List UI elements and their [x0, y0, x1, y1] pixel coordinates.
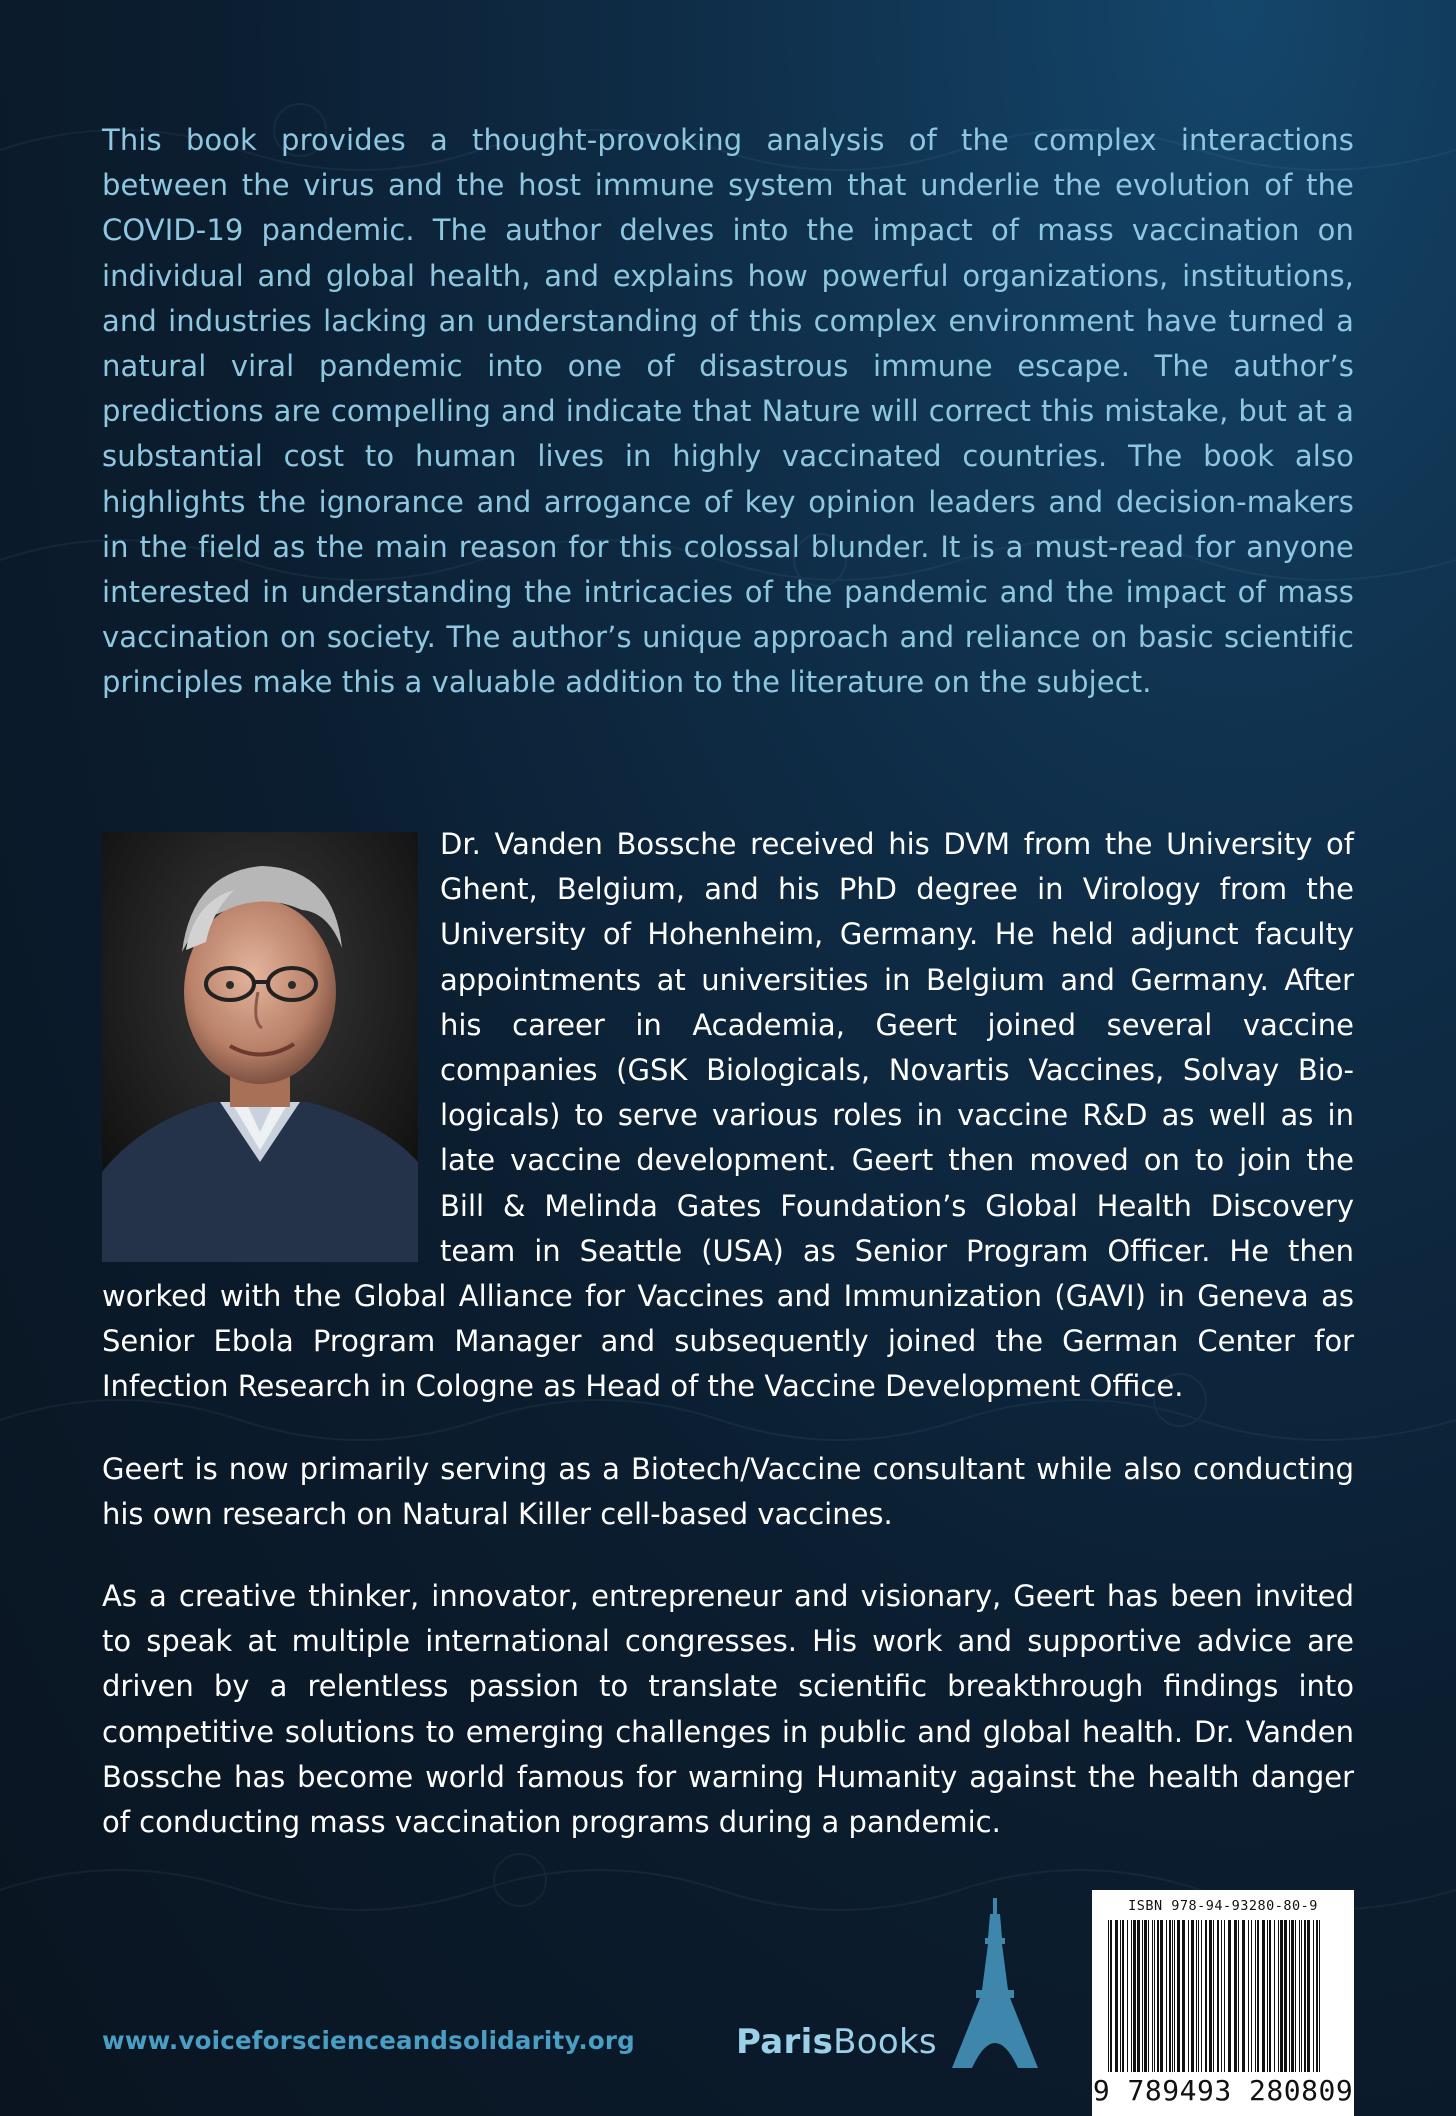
barcode-bar	[1299, 1920, 1300, 2072]
barcode-bar	[1120, 1920, 1121, 2072]
bio-paragraph-2: Geert is now primarily serving as a Biotech/Vaccine consultant while also conducting his own research on Natural Killer cell-based vaccines.	[102, 1451, 1354, 1531]
barcode-bar	[1248, 1920, 1249, 2072]
barcode-bar	[1154, 1920, 1155, 2072]
barcode-bar	[1274, 1920, 1275, 2072]
barcode-bar	[1234, 1920, 1237, 2072]
barcode-bar	[1304, 1920, 1306, 2072]
website-link[interactable]: www.voiceforscienceandsolidarity.org	[102, 2026, 635, 2055]
barcode-bar	[1257, 1920, 1259, 2072]
barcode-bar	[1319, 1920, 1320, 2072]
barcode-bar	[1152, 1920, 1153, 2072]
barcode-bar	[1251, 1920, 1252, 2072]
barcode-bar	[1191, 1920, 1194, 2072]
barcode-bar	[1213, 1920, 1214, 2072]
photo-spacer	[102, 822, 440, 1270]
barcode-bar	[1238, 1920, 1239, 2072]
barcode-bar	[1122, 1920, 1124, 2072]
publisher-name-bold: Paris	[736, 2022, 834, 2062]
barcode-bar	[1160, 1920, 1163, 2072]
barcode-bar	[1224, 1920, 1225, 2072]
barcode-bar	[1133, 1920, 1136, 2072]
barcode-bar	[1127, 1920, 1128, 2072]
barcode-bar	[1131, 1920, 1132, 2072]
barcode-bar	[1182, 1920, 1185, 2072]
barcode-bar	[1267, 1920, 1268, 2072]
isbn-label: ISBN 978-94-93280-80-9	[1128, 1898, 1318, 1914]
author-bio	[102, 822, 1354, 1882]
barcode-bar	[1157, 1920, 1159, 2072]
publisher-logo-text	[736, 2022, 937, 2062]
barcode-bar	[1115, 1920, 1118, 2072]
barcode-bar	[1108, 1920, 1109, 2072]
barcode-bar	[1144, 1920, 1147, 2072]
barcode-bar	[1221, 1920, 1222, 2072]
barcode-bar	[1313, 1920, 1314, 2072]
barcode-bar	[1196, 1920, 1197, 2072]
synopsis-text: This book provides a thought-provoking analysis of the complex interactions between the virus and the host immune system that underlie the evolution of the COVID-19 pandemic. The author delves into the impact of mass vaccination on individual and global health, and explains how powerful organizations, institutions, and industries lacking an understanding of this complex environment have turned a natural viral pandemic into one of disastrous immune escape. The author’s predictions are compelling and indicate that Nature will correct this mistake, but at a substantial cost to human lives in highly vaccinated countries. The book also highlights the ignorance and arrogance of key opinion leaders and decision-makers in the field as the main reason for this colossal blunder. It is a must-read for anyone interested in understanding the intricacies of the pandemic and the impact of mass vaccination on society. The author’s unique approach and reliance on basic scientific principles make this a valuable addition to the literature on the subject.	[102, 123, 1354, 700]
barcode-bar	[1217, 1920, 1219, 2072]
barcode-bar	[1269, 1920, 1271, 2072]
barcode-bar	[1228, 1920, 1231, 2072]
barcode-bars	[1108, 1920, 1340, 2072]
barcode-bar	[1137, 1920, 1140, 2072]
publisher-name-regular: Books	[833, 2022, 937, 2062]
barcode-bar	[1280, 1920, 1283, 2072]
barcode-bar	[1307, 1920, 1310, 2072]
barcode-bar	[1177, 1920, 1180, 2072]
bio-paragraph-3: As a creative thinker, innovator, entrepreneur and visionary, Geert has been invited to speak at multiple international congresses. His work and supportive advice are driven by a relentless passion to translate scientific breakthrough findings into competitive solutions to emerging challenges in public and global health. Dr. Vanden Bossche has become world famous for warning Humanity against the health danger of conducting mass vaccination programs during a pandemic.	[102, 1579, 1354, 1840]
barcode-bar	[1174, 1920, 1175, 2072]
barcode-bar	[1209, 1920, 1212, 2072]
barcode-bar	[1142, 1920, 1143, 2072]
barcode-bar	[1278, 1920, 1279, 2072]
isbn-barcode	[1092, 1890, 1354, 2116]
barcode-bar	[1289, 1920, 1290, 2072]
barcode-bar	[1188, 1920, 1189, 2072]
barcode-bar	[1255, 1920, 1256, 2072]
barcode-bar	[1148, 1920, 1149, 2072]
barcode-bar	[1201, 1920, 1202, 2072]
barcode-bar	[1284, 1920, 1287, 2072]
barcode-bar	[1291, 1920, 1294, 2072]
barcode-bar	[1110, 1920, 1112, 2072]
barcode-bar	[1301, 1920, 1302, 2072]
barcode-bar	[1295, 1920, 1296, 2072]
barcode-bar	[1169, 1920, 1171, 2072]
barcode-bar	[1166, 1920, 1167, 2072]
barcode-bar	[1198, 1920, 1199, 2072]
ean-number: 9 789493 280809	[1092, 2074, 1354, 2107]
barcode-bar	[1205, 1920, 1207, 2072]
barcode-bar	[1262, 1920, 1265, 2072]
barcode-bar	[1242, 1920, 1245, 2072]
barcode-bar	[1172, 1920, 1173, 2072]
barcode-bar	[1316, 1920, 1318, 2072]
bio-paragraph-1: Dr. Vanden Bossche received his DVM from the University of Ghent, Belgium, and his PhD degree in Virology from the University of Hohenheim, Germany. He held adjunct faculty appointments at universities in Belgium and Germany. After his career in Academia, Geert joined several vaccine companies (GSK Biologicals, Novartis Vaccines, Solvay Biologicals) to serve various roles in vaccine R&D as well as in late vaccine development. Geert then moved on to join the Bill & Melinda Gates Foundation’s Global Health Discovery team in Seattle (USA) as Senior Program Officer. He then worked with the Global Alliance for Vaccines and Immunization (GAVI) in Geneva as Senior Ebola Program Manager and subsequently joined the German Center for Infection Research in Cologne as Head of the Vaccine Development Office.	[102, 827, 1354, 1404]
eiffel-tower-icon	[952, 1898, 1038, 2068]
